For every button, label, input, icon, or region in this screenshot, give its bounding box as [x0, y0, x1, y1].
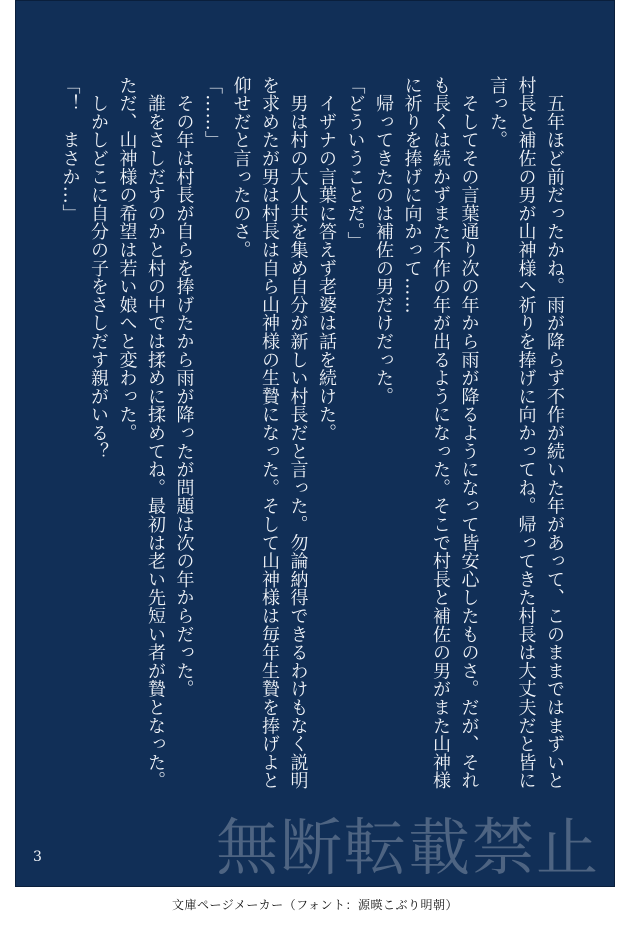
text-line: 村長と補佐の男が山神様へ祈りを捧げに向かってね。帰ってきた村長は大丈夫だと皆に: [515, 76, 537, 790]
text-line: 「！ まさか…」: [59, 76, 81, 223]
text-line: 「……」: [202, 76, 223, 150]
text-line: 男は村の大人共を集め自分が新しい村長だと言った。勿論納得できるわけもなく説明: [287, 76, 309, 790]
text-line: 誰をさしだすのかと村の中では揉めに揉めてね。最初は老い先短い者が贄となった。: [145, 76, 166, 790]
watermark-text: 無断転載禁止: [216, 811, 601, 884]
novel-page: [15, 0, 615, 887]
footer-caption: 文庫ページメーカー（フォント：源暎こぶり明朝）: [171, 898, 459, 912]
text-line: ただ、山神様の希望は若い娘へと変わった。: [116, 76, 138, 442]
text-line: 言った。: [487, 76, 508, 150]
text-line: を求めたが男は村長は自ら山神様の生贄になった。そして山神様は毎年生贄を捧げよと: [259, 76, 280, 790]
text-line: しかしどこに自分の子をさしだす親がいる？: [88, 76, 109, 461]
text-line: イザナの言葉に答えず老婆は話を続けた。: [316, 76, 337, 442]
text-line: も長くは続かずまた不作の年が出るようになった。そこで村長と補佐の男がまた山神様: [430, 76, 451, 790]
text-line: 帰ってきたのは補佐の男だけだった。: [373, 76, 394, 406]
text-line: その年は村長が自らを捧げたから雨が降ったが問題は次の年からだった。: [173, 76, 195, 699]
text-line: 五年ほど前だったかね。雨が降らず不作が続いた年があって、このままではまずいと: [544, 76, 565, 790]
text-line: そしてその言葉通り次の年から雨が降るようになって皆安心したものさ。だが、それ: [458, 76, 480, 790]
vertical-text-body: [55, 76, 568, 876]
text-line: 仰せだと言ったのさ。: [230, 76, 252, 259]
text-line: に祈りを捧げに向かって……: [401, 76, 423, 314]
page-number: 3: [33, 849, 42, 865]
text-line: 「どういうことだ。」: [344, 76, 366, 250]
